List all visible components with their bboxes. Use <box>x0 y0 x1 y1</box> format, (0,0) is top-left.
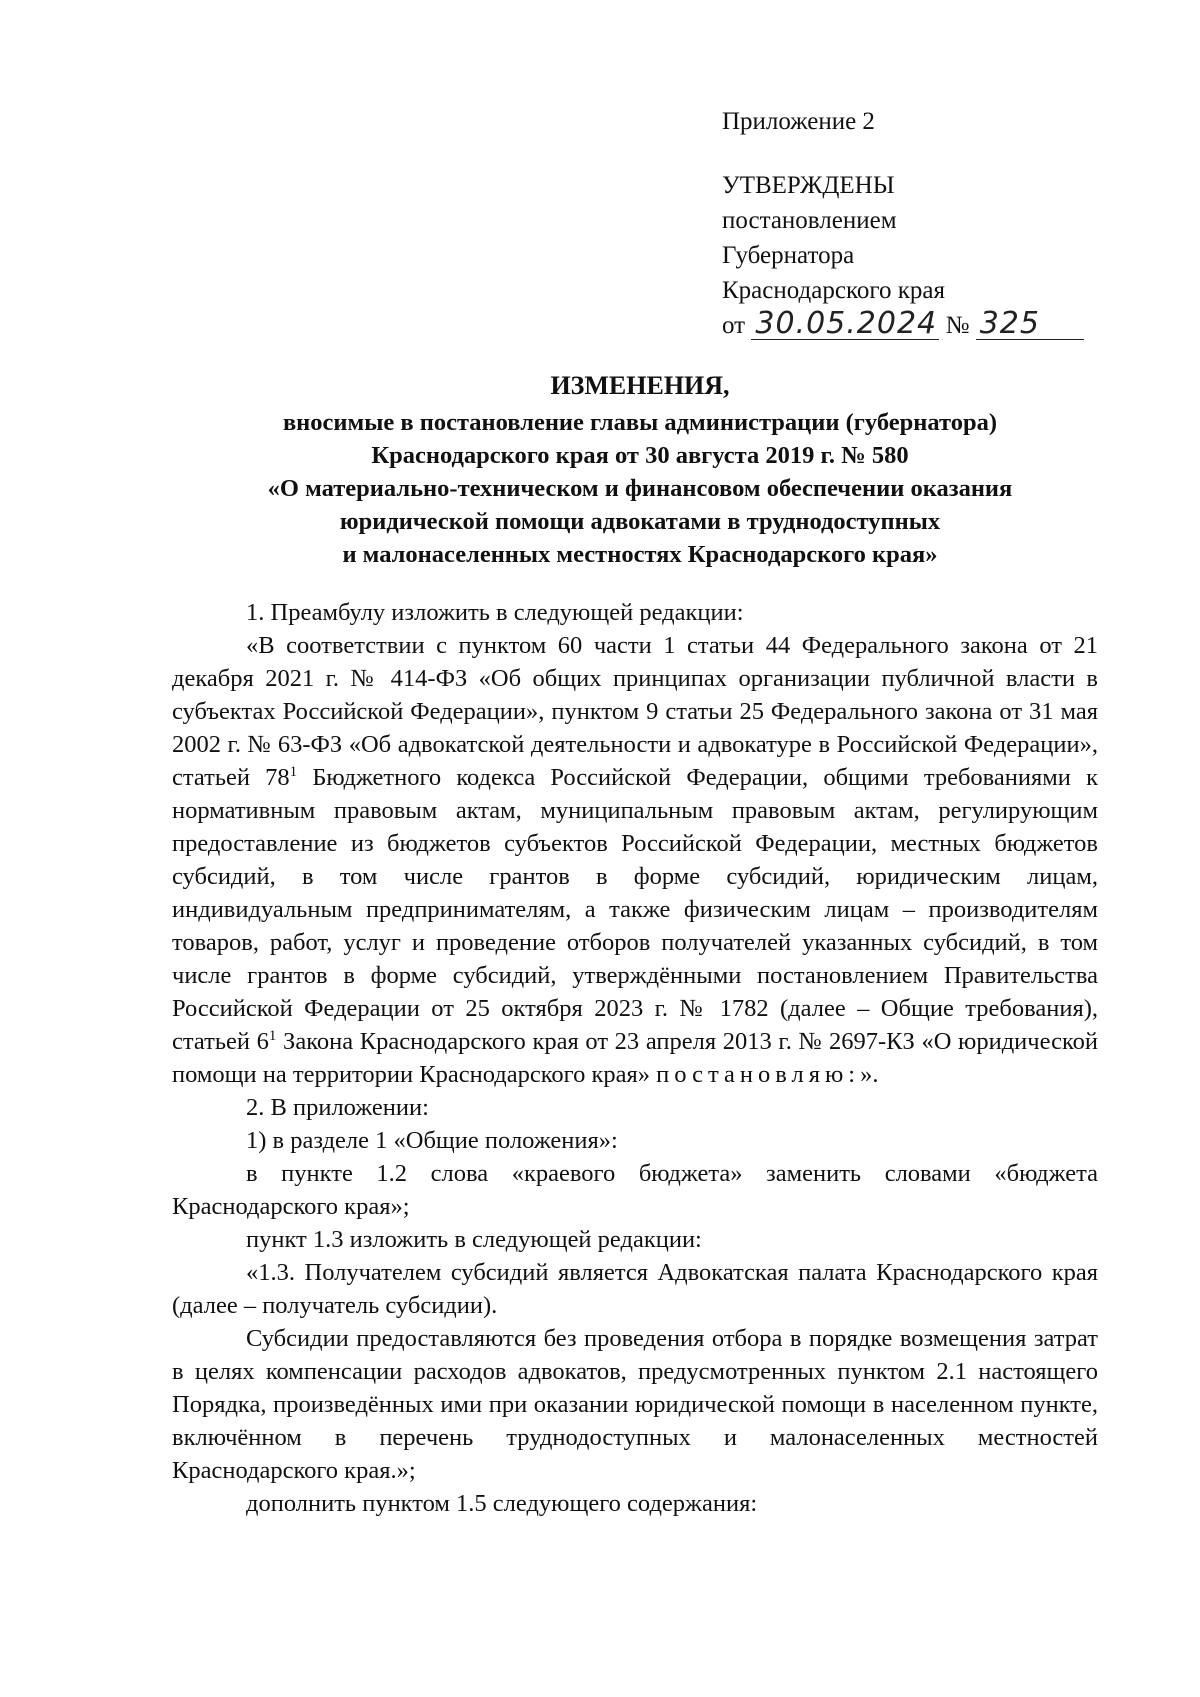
title-line-1: вносимые в постановление главы администрации (губернатора) <box>282 409 998 436</box>
document-title: ИЗМЕНЕНИЯ, <box>550 371 730 400</box>
approved-label: УТВЕРЖДЕНЫ <box>722 172 895 199</box>
appendix-label: Приложение 2 <box>722 108 875 135</box>
approved-by-line-1: постановлением <box>722 207 897 234</box>
handwritten-date: 30.05.2024 <box>751 309 939 340</box>
preamble-text-a: «В соответствии с пунктом 60 части 1 статьи 44 Федерального закона от 21 декабря 2021 г. № 414-ФЗ «Об общих принципах организации публичной власти в субъектах Российской Федерации», пунктом 9 статьи 25 Федерального закона от 31 мая 2002 г. № 63-ФЗ «Об адвокатской деятельности и адвокатуре в Российской Федерации», статьей 78 <box>172 632 1098 791</box>
resolve-word: постановляю: <box>656 1061 861 1088</box>
superscript-2: 1 <box>268 1027 277 1044</box>
date-number-line <box>722 308 1142 343</box>
document-title-block <box>170 368 1110 571</box>
paragraph-4: в пункте 1.2 слова «краевого бюджета» заменить словами «бюджета Краснодарского края»; <box>172 1160 1098 1220</box>
title-line-2: Краснодарского края от 30 августа 2019 г. № 580 <box>371 442 909 469</box>
paragraph-6: «1.3. Получателем субсидий является Адвокатская палата Краснодарского края (далее – получатель субсидии). <box>172 1259 1098 1319</box>
approved-by-line-3: Краснодарского края <box>722 277 945 304</box>
approved-by-line-2: Губернатора <box>722 242 855 269</box>
title-line-4: юридической помощи адвокатами в труднодоступных <box>339 508 941 535</box>
paragraph-3: 1) в разделе 1 «Общие положения»: <box>246 1127 618 1154</box>
spacer <box>722 139 1142 168</box>
title-line-5: и малонаселенных местностях Краснодарского края» <box>342 541 938 568</box>
title-line-3: «О материально-техническом и финансовом обеспечении оказания <box>267 475 1013 502</box>
preamble-text-c: Закона Краснодарского края от 23 апреля 2013 г. № 2697-КЗ «О юридической помощи на территории Краснодарского края» <box>172 1028 1098 1088</box>
document-body <box>172 596 1098 1520</box>
paragraph-8: дополнить пунктом 1.5 следующего содержания: <box>246 1490 758 1517</box>
preamble-end: ». <box>860 1061 879 1088</box>
handwritten-number: 325 <box>976 309 1084 340</box>
paragraph-7: Субсидии предоставляются без проведения отбора в порядке возмещения затрат в целях компенсации расходов адвокатов, предусмотренных пунктом 2.1 настоящего Порядка, произведённых ими при оказании юридической помощи в населенном пункте, включённом в перечень труднодоступных и малонаселенных местностей Краснодарского края.»; <box>172 1325 1098 1484</box>
preamble-text-b: Бюджетного кодекса Российской Федерации, общими требованиями к нормативным правовым актам, муниципальным правовым актам, регулирующим предоставление из бюджетов субъектов Российской Федерации, местных бюджетов субсидий, в том числе грантов в форме субсидий, юридическим лицам, индивидуальным предпринимателям, а также физическим лицам – производителям товаров, работ, услуг и проведение отборов получателей указанных субсидий, в том числе грантов в форме субсидий, утверждёнными постановлением Правительства Российской Федерации от 25 октября 2023 г. № 1782 (далее – Общие требования), статьей 6 <box>172 764 1098 1055</box>
number-prefix: № <box>945 312 970 339</box>
superscript-1: 1 <box>289 763 298 780</box>
paragraph-1: 1. Преамбулу изложить в следующей редакции: <box>246 599 744 626</box>
paragraph-preamble <box>172 629 1098 1091</box>
approval-stamp-block <box>722 104 1142 343</box>
paragraph-2: 2. В приложении: <box>246 1094 429 1121</box>
date-prefix: от <box>722 312 746 339</box>
paragraph-5: пункт 1.3 изложить в следующей редакции: <box>246 1226 702 1253</box>
